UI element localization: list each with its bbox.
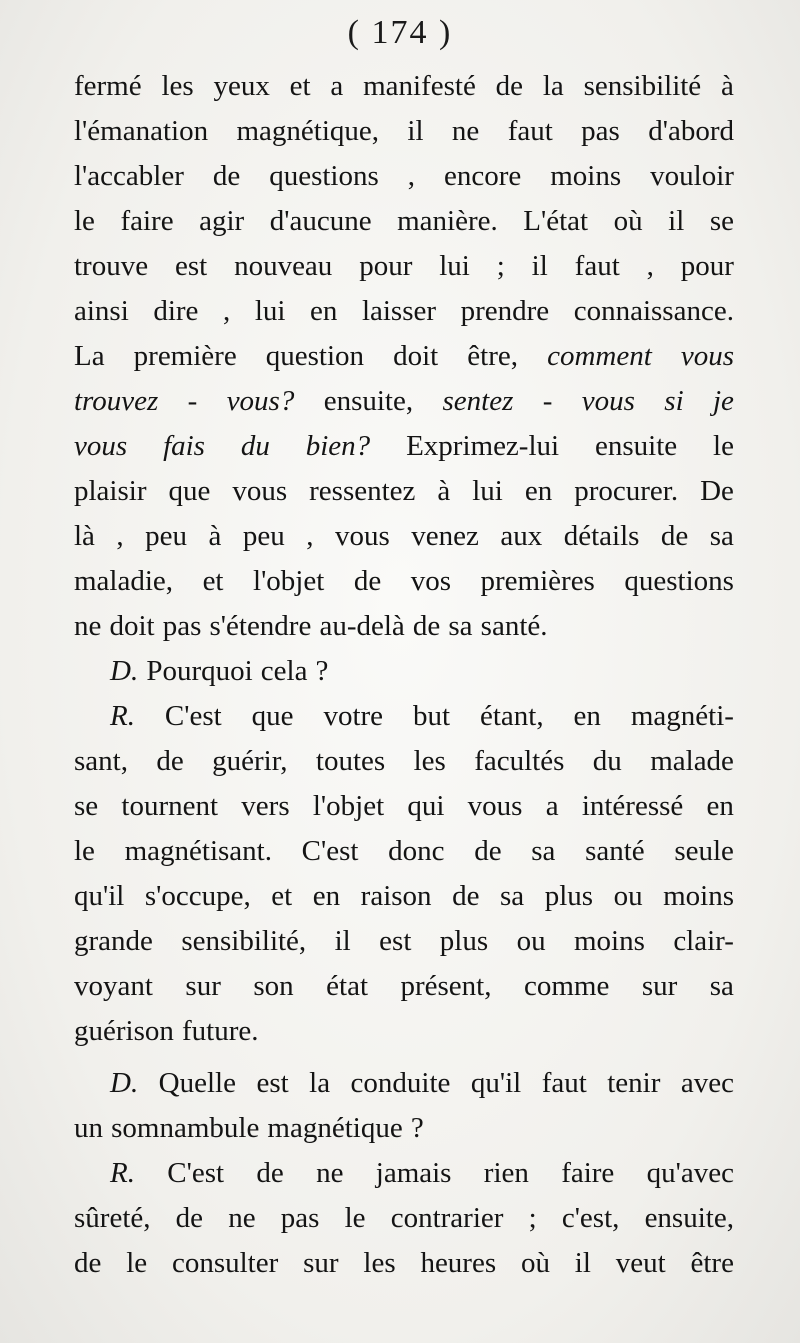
word: c'est, bbox=[561, 1202, 620, 1234]
word: le bbox=[713, 430, 734, 462]
word: lui bbox=[472, 475, 503, 507]
word: jamais bbox=[375, 1157, 452, 1189]
page-number: ( 174 ) bbox=[347, 14, 453, 51]
word: il bbox=[668, 205, 685, 237]
word: lui bbox=[439, 250, 470, 282]
text-line bbox=[74, 64, 734, 109]
word: le bbox=[344, 1202, 366, 1234]
text-line bbox=[74, 424, 734, 469]
word: se bbox=[709, 205, 734, 237]
word: De bbox=[700, 475, 734, 507]
word: pas bbox=[581, 115, 620, 147]
word: à bbox=[721, 70, 734, 102]
word: où bbox=[613, 205, 643, 237]
word: d'aucune bbox=[269, 205, 372, 237]
word: où bbox=[520, 1247, 550, 1279]
word: , bbox=[306, 520, 314, 552]
text-line bbox=[74, 1106, 734, 1151]
word: moins bbox=[550, 160, 622, 192]
word: sa bbox=[499, 880, 525, 912]
word: faut bbox=[507, 115, 553, 147]
word: laisser bbox=[361, 295, 437, 327]
word: ne bbox=[74, 610, 102, 642]
word: l'accabler bbox=[74, 160, 184, 192]
word: de bbox=[353, 565, 382, 597]
word: C'est bbox=[301, 835, 359, 867]
word: s'occupe, bbox=[144, 880, 251, 912]
word: moins bbox=[573, 925, 645, 957]
word: est bbox=[256, 1067, 289, 1099]
word: yeux bbox=[213, 70, 270, 102]
text-line bbox=[74, 874, 734, 919]
word: en bbox=[312, 880, 341, 912]
word: de bbox=[660, 520, 689, 552]
word: à bbox=[208, 520, 222, 552]
word: voyant bbox=[74, 970, 153, 1002]
word: ensuite bbox=[594, 430, 678, 462]
word: guérir, bbox=[212, 745, 288, 777]
text-line bbox=[74, 289, 734, 334]
word: procurer. bbox=[574, 475, 679, 507]
word: nouveau bbox=[234, 250, 333, 282]
italic-word: vous bbox=[74, 430, 128, 462]
word: de bbox=[474, 835, 502, 867]
word: conduite bbox=[350, 1067, 451, 1099]
word: cela bbox=[260, 655, 308, 687]
word: faut bbox=[541, 1067, 587, 1099]
word: pas bbox=[162, 610, 202, 642]
word: contrarier bbox=[390, 1202, 504, 1234]
word: il bbox=[334, 925, 351, 957]
text-line bbox=[74, 1196, 734, 1241]
word: ensuite, bbox=[644, 1202, 734, 1234]
word: lui bbox=[254, 295, 286, 327]
word: magnéti- bbox=[630, 700, 734, 732]
word: doit bbox=[109, 610, 155, 642]
text-line bbox=[74, 739, 734, 784]
word: pour bbox=[359, 250, 413, 282]
word: peu bbox=[242, 520, 285, 552]
word: sa bbox=[709, 520, 734, 552]
word: sa bbox=[448, 610, 473, 642]
word: magnétisant. bbox=[124, 835, 272, 867]
word: sur bbox=[303, 1247, 339, 1279]
word: il bbox=[574, 1247, 591, 1279]
word: et bbox=[271, 880, 293, 912]
word: venez bbox=[411, 520, 479, 552]
word: dire bbox=[153, 295, 199, 327]
word: ? bbox=[410, 1112, 424, 1144]
word: facultés bbox=[474, 745, 565, 777]
text-line bbox=[74, 1061, 734, 1106]
word: qu'avec bbox=[646, 1157, 734, 1189]
word: toutes bbox=[315, 745, 386, 777]
word: vous bbox=[467, 790, 523, 822]
italic-word: - bbox=[542, 385, 553, 417]
italic-word: du bbox=[240, 430, 270, 462]
word: en bbox=[310, 295, 338, 327]
word: de bbox=[212, 160, 241, 192]
word: questions bbox=[269, 160, 379, 192]
word: santé bbox=[585, 835, 645, 867]
word: future. bbox=[181, 1015, 259, 1047]
word: ; bbox=[496, 250, 505, 282]
word: guérison bbox=[74, 1015, 174, 1047]
word: en bbox=[524, 475, 553, 507]
italic-word: R. bbox=[110, 700, 135, 732]
word: C'est bbox=[164, 700, 222, 732]
word: plus bbox=[439, 925, 489, 957]
word: encore bbox=[443, 160, 522, 192]
italic-word: vous bbox=[680, 340, 734, 372]
italic-word: je bbox=[712, 385, 734, 417]
word: vos bbox=[410, 565, 451, 597]
word: d'abord bbox=[648, 115, 734, 147]
text-line bbox=[74, 919, 734, 964]
text-line bbox=[74, 334, 734, 379]
word: magnétique bbox=[267, 1112, 403, 1144]
word: un bbox=[74, 1112, 103, 1144]
word: l'objet bbox=[253, 565, 325, 597]
word: raison bbox=[360, 880, 432, 912]
word: sensibilité, bbox=[181, 925, 307, 957]
word: vers bbox=[241, 790, 290, 822]
word: il bbox=[407, 115, 424, 147]
text-line bbox=[74, 964, 734, 1009]
word: ou bbox=[516, 925, 546, 957]
word: plaisir bbox=[74, 475, 147, 507]
word: sa bbox=[531, 835, 556, 867]
text-line bbox=[74, 1151, 734, 1196]
text-line bbox=[74, 784, 734, 829]
word: détails bbox=[563, 520, 640, 552]
italic-word: D. bbox=[110, 1067, 139, 1099]
word: a bbox=[330, 70, 344, 102]
word: doit bbox=[393, 340, 439, 372]
word: sant, bbox=[74, 745, 128, 777]
word: le bbox=[74, 835, 95, 867]
word: présent, bbox=[400, 970, 492, 1002]
word: , bbox=[646, 250, 654, 282]
word: avec bbox=[680, 1067, 734, 1099]
italic-word: vous? bbox=[226, 385, 295, 417]
word: comme bbox=[523, 970, 610, 1002]
word: ne bbox=[228, 1202, 256, 1234]
word: C'est bbox=[167, 1157, 225, 1189]
word: tenir bbox=[607, 1067, 661, 1099]
word: de bbox=[452, 880, 480, 912]
word: ne bbox=[451, 115, 480, 147]
word: sur bbox=[185, 970, 221, 1002]
word: le bbox=[74, 205, 95, 237]
word: faire bbox=[561, 1157, 615, 1189]
word: sur bbox=[641, 970, 678, 1002]
italic-word: fais bbox=[163, 430, 205, 462]
word: étant, bbox=[479, 700, 544, 732]
italic-word: sentez bbox=[442, 385, 514, 417]
text-line bbox=[74, 109, 734, 154]
word: en bbox=[706, 790, 734, 822]
word: agir bbox=[199, 205, 245, 237]
word: Quelle bbox=[158, 1067, 236, 1099]
text-line bbox=[74, 559, 734, 604]
italic-word: R. bbox=[110, 1157, 135, 1189]
word: du bbox=[592, 745, 622, 777]
italic-word: trouvez bbox=[74, 385, 159, 417]
text-line bbox=[74, 604, 734, 649]
word: sa bbox=[709, 970, 734, 1002]
word: prendre bbox=[460, 295, 550, 327]
word: et bbox=[202, 565, 224, 597]
word: trouve bbox=[74, 250, 149, 282]
text-line bbox=[74, 1241, 734, 1286]
word: peu bbox=[145, 520, 188, 552]
word: tournent bbox=[121, 790, 219, 822]
word: pour bbox=[680, 250, 734, 282]
word: somnambule bbox=[111, 1112, 260, 1144]
word: est bbox=[379, 925, 412, 957]
word: la bbox=[542, 70, 564, 102]
word: , bbox=[116, 520, 124, 552]
word: question bbox=[265, 340, 365, 372]
word: de bbox=[74, 1247, 102, 1279]
text-line bbox=[74, 829, 734, 874]
word: a bbox=[545, 790, 559, 822]
word: Exprimez-lui bbox=[406, 430, 560, 462]
word: ensuite, bbox=[323, 385, 414, 417]
word: ainsi bbox=[74, 295, 129, 327]
word: la bbox=[309, 1067, 331, 1099]
word: faire bbox=[120, 205, 174, 237]
word: pas bbox=[280, 1202, 320, 1234]
word: magnétique, bbox=[236, 115, 380, 147]
italic-word: comment bbox=[547, 340, 652, 372]
word: est bbox=[174, 250, 208, 282]
text-line bbox=[74, 379, 734, 424]
word: malade bbox=[650, 745, 734, 777]
word: l'objet bbox=[312, 790, 385, 822]
word: qu'il bbox=[74, 880, 125, 912]
word: veut bbox=[615, 1247, 666, 1279]
word: but bbox=[412, 700, 451, 732]
word: Pourquoi bbox=[146, 655, 253, 687]
word: au-delà bbox=[319, 610, 405, 642]
word: qu'il bbox=[470, 1067, 522, 1099]
word: L'état bbox=[523, 205, 589, 237]
word: questions bbox=[624, 565, 734, 597]
word: manifesté bbox=[363, 70, 476, 102]
word: et bbox=[289, 70, 311, 102]
word: l'émanation bbox=[74, 115, 209, 147]
word: , bbox=[407, 160, 415, 192]
word: il bbox=[531, 250, 548, 282]
word: de bbox=[256, 1157, 284, 1189]
word: moins bbox=[663, 880, 734, 912]
word: qui bbox=[407, 790, 445, 822]
word: ? bbox=[315, 655, 329, 687]
word: à bbox=[437, 475, 451, 507]
text-line bbox=[74, 649, 734, 694]
word: s'étendre bbox=[209, 610, 312, 642]
italic-word: bien? bbox=[305, 430, 371, 462]
word: consulter bbox=[171, 1247, 279, 1279]
word: son bbox=[253, 970, 294, 1002]
word: première bbox=[133, 340, 237, 372]
word: fermé bbox=[74, 70, 142, 102]
word: ou bbox=[613, 880, 643, 912]
word: La bbox=[74, 340, 105, 372]
text-line bbox=[74, 154, 734, 199]
word: de bbox=[412, 610, 441, 642]
word: faut bbox=[574, 250, 620, 282]
word: seule bbox=[674, 835, 734, 867]
italic-word: D. bbox=[110, 655, 139, 687]
word: de bbox=[495, 70, 524, 102]
word: heures bbox=[420, 1247, 497, 1279]
word: rien bbox=[483, 1157, 529, 1189]
word: manière. bbox=[397, 205, 498, 237]
text-line bbox=[74, 514, 734, 559]
word: ne bbox=[316, 1157, 344, 1189]
word: sensibilité bbox=[583, 70, 702, 102]
text-line bbox=[74, 244, 734, 289]
italic-word: si bbox=[664, 385, 684, 417]
word: santé. bbox=[480, 610, 548, 642]
word: là bbox=[74, 520, 95, 552]
word: plus bbox=[544, 880, 594, 912]
word: votre bbox=[323, 700, 384, 732]
word: le bbox=[126, 1247, 148, 1279]
word: être bbox=[690, 1247, 734, 1279]
word: les bbox=[363, 1247, 396, 1279]
word: être, bbox=[467, 340, 519, 372]
word: les bbox=[161, 70, 194, 102]
text-line bbox=[74, 1009, 734, 1054]
word: premières bbox=[480, 565, 595, 597]
text-line bbox=[74, 469, 734, 514]
word: donc bbox=[388, 835, 445, 867]
word: que bbox=[251, 700, 294, 732]
word: ; bbox=[528, 1202, 537, 1234]
word: sûreté, bbox=[74, 1202, 151, 1234]
word: vous bbox=[334, 520, 390, 552]
word: de bbox=[156, 745, 184, 777]
text-line bbox=[74, 199, 734, 244]
word: de bbox=[175, 1202, 204, 1234]
word: , bbox=[223, 295, 231, 327]
word: ressentez bbox=[309, 475, 416, 507]
word: vouloir bbox=[650, 160, 734, 192]
text-line bbox=[74, 694, 734, 739]
italic-word: vous bbox=[581, 385, 635, 417]
word: maladie, bbox=[74, 565, 174, 597]
word: intéressé bbox=[581, 790, 684, 822]
word: vous bbox=[232, 475, 288, 507]
word: en bbox=[573, 700, 601, 732]
word: connaissance. bbox=[573, 295, 734, 327]
word: clair- bbox=[673, 925, 734, 957]
word: état bbox=[326, 970, 368, 1002]
body-text bbox=[74, 64, 734, 1286]
word: se bbox=[74, 790, 99, 822]
word: aux bbox=[500, 520, 543, 552]
word: les bbox=[413, 745, 446, 777]
word: que bbox=[168, 475, 211, 507]
word: grande bbox=[74, 925, 153, 957]
italic-word: - bbox=[187, 385, 198, 417]
